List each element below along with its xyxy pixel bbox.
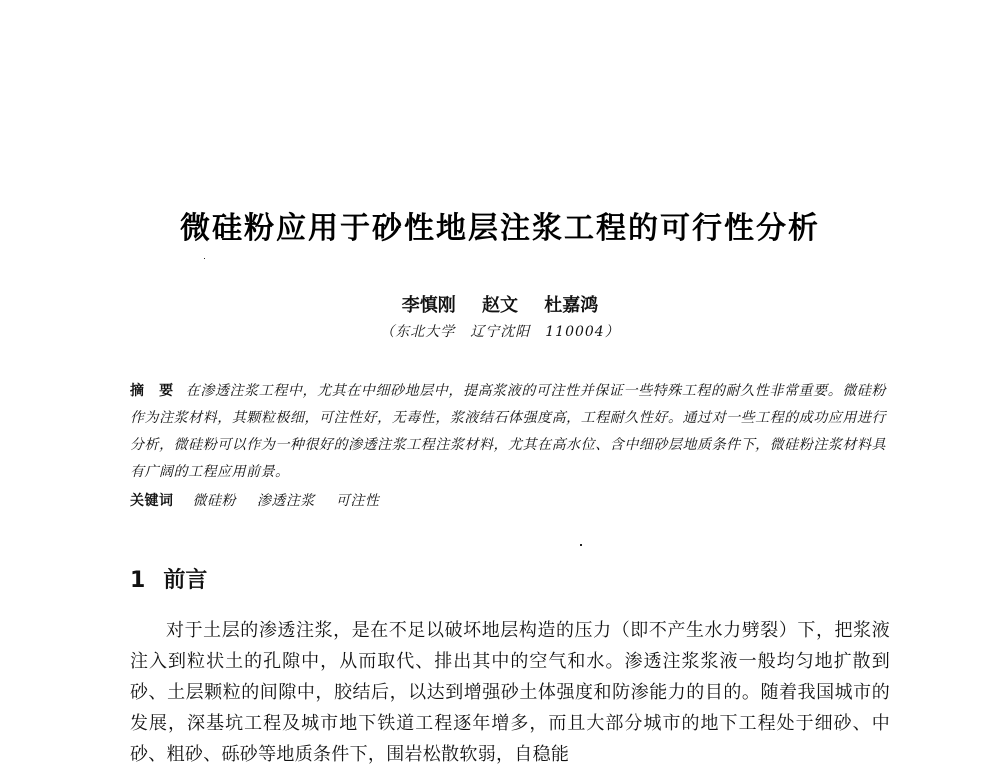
section-heading	[130, 563, 207, 594]
author-name: 赵文	[482, 295, 518, 316]
keyword: 微硅粉	[192, 493, 236, 509]
scan-speck	[580, 544, 582, 546]
section-title: 前言	[163, 568, 208, 593]
author-affiliation: （东北大学 辽宁沈阳 110004）	[380, 324, 620, 340]
keywords	[130, 490, 886, 510]
author-name: 李慎刚	[401, 295, 456, 316]
section-number: 1	[130, 568, 146, 593]
keywords-label: 关键词	[130, 493, 174, 509]
abstract-text: 在渗透注浆工程中，尤其在中细砂地层中，提高浆液的可注性并保证一些特殊工程的耐久性非常重要。微硅粉作为注浆材料，其颗粒极细，可注性好，无毒性，浆液结石体强度高，工程耐久性好。通过对一些工程的成功应用进行分析，微硅粉可以作为一种很好的渗透注浆工程注浆材料，尤其在高水位、含中细砂层地质条件下，微硅粉注浆材料具有广阔的工程应用前景。	[130, 383, 887, 480]
author-list	[0, 291, 1000, 317]
paper-title: 微硅粉应用于砂性地层注浆工程的可行性分析	[180, 211, 820, 246]
abstract	[130, 378, 886, 486]
abstract-label: 摘 要	[130, 383, 174, 399]
keyword: 渗透注浆	[256, 493, 315, 509]
body-paragraph: 对于土层的渗透注浆，是在不足以破坏地层构造的压力（即不产生水力劈裂）下，把浆液注入到粒状土的孔隙中，从而取代、排出其中的空气和水。渗透注浆浆液一般均匀地扩散到砂、土层颗粒的间隙中，胶结后，以达到增强砂土体强度和防渗能力的目的。随着我国城市的发展，深基坑工程及城市地下铁道工程逐年增多，而且大部分城市的地下工程处于细砂、中砂、粗砂、砾砂等地质条件下，围岩松散软弱，自稳能	[130, 620, 890, 765]
author-name: 杜嘉鸿	[544, 295, 599, 316]
keyword: 可注性	[335, 493, 380, 509]
scan-speck	[204, 258, 205, 259]
